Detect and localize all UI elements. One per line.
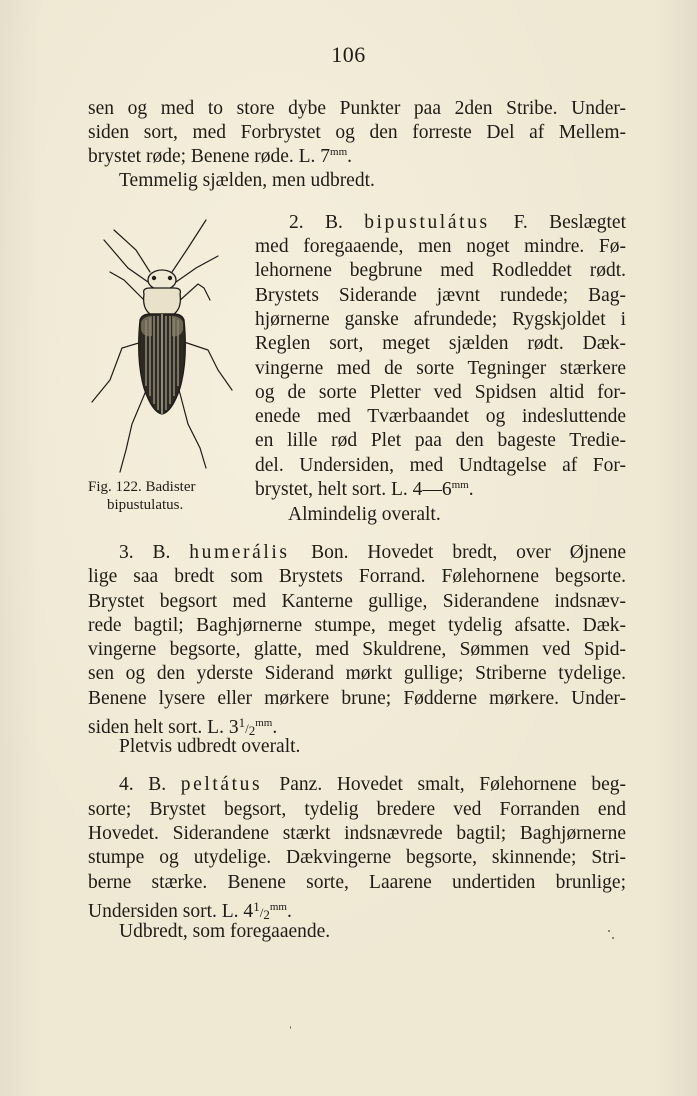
species-2-line-11: del. Undersiden, med Undtagelse af For- <box>255 455 626 476</box>
fraction-slash: / <box>259 905 264 920</box>
species-3-line-1: Bon. Hovedet bredt, over Øjnene <box>311 542 626 563</box>
species-2-name: bipustulátus <box>364 212 514 233</box>
left-eye <box>152 276 156 280</box>
right-antenna-outer <box>176 256 218 282</box>
left-middle-leg <box>92 342 142 402</box>
species-2-number: 2. B. <box>289 212 365 233</box>
intro-line-3-end: . <box>347 146 353 167</box>
species-3-name: humerális <box>189 542 312 563</box>
species-4-line-7: Udbredt, som foregaaende. <box>119 921 331 942</box>
species-2-line-12-end: . <box>468 479 474 500</box>
species-4-name: peltátus <box>180 774 280 795</box>
species-2-line-13: Almindelig overalt. <box>288 504 441 525</box>
species-2-line-5: hjørnerne ganske afrundede; Rygskjoldet i <box>255 309 626 330</box>
unit-mm: mm <box>451 479 469 491</box>
species-3-number: 3. B. <box>119 542 190 563</box>
paper-speck <box>290 1026 291 1029</box>
intro-line-2: siden sort, med Forbrystet og den forreste Del af Mellem- <box>88 122 626 143</box>
species-2-line-6: Reglen sort, meget sjælden rødt. Dæk- <box>255 333 626 354</box>
species-4-line-6-text: Undersiden sort. L. 4 <box>88 901 254 922</box>
paper-speck <box>612 937 614 939</box>
species-3-line-8-end: . <box>272 717 278 738</box>
species-2-line-12-text: brystet, helt sort. L. 4—6 <box>255 479 452 500</box>
page-number: 106 <box>331 42 366 67</box>
species-3-line-8-text: siden helt sort. L. 3 <box>88 717 239 738</box>
fraction-slash: / <box>245 721 249 736</box>
unit-mm: mm <box>330 146 348 158</box>
species-2-line-4: Brystets Siderande jævnt rundede; Bag- <box>255 285 626 306</box>
fraction-denominator: 2 <box>248 723 256 738</box>
species-3-line-2: lige saa bredt som Brystets Forrand. Følehornene begsorte. <box>88 566 626 587</box>
species-4-line-2: sorte; Brystet begsort, tydelig bredere ved Forranden end <box>88 799 626 820</box>
species-2-line-3: lehornene begbrune med Rodleddet rødt. <box>255 260 626 281</box>
species-2-line-8: og de sorte Pletter ved Spidsen altid for- <box>255 382 626 403</box>
species-4-number: 4. B. <box>119 774 181 795</box>
fraction-denominator: 2 <box>263 907 270 922</box>
fraction-numerator: 1 <box>253 899 260 914</box>
figure-caption-line-2: bipustulatus. <box>107 497 184 513</box>
left-hind-leg <box>120 386 148 472</box>
species-2-line-12 <box>255 478 474 502</box>
unit-mm: mm <box>255 717 273 729</box>
species-2-line-9: enede med Tværbaandet og indesluttende <box>255 406 626 427</box>
intro-line-1: sen og med to store dybe Punkter paa 2den Stribe. Under- <box>88 98 626 119</box>
species-4-line-4: stumpe og utydelige. Dækvingerne begsorte, skinnende; Stri- <box>88 847 626 868</box>
beetle-head <box>148 270 176 290</box>
figure-caption-line-1: Fig. 122. Badister <box>88 479 196 495</box>
right-middle-leg <box>184 342 232 390</box>
species-3-line-5: vingerne begsorte, glatte, med Skuldrene, Sømmen ved Spid- <box>88 639 626 660</box>
intro-line-3 <box>88 145 352 169</box>
species-4-heading <box>119 773 626 797</box>
intro-line-3-text: brystet røde; Benene røde. L. 7 <box>88 146 331 167</box>
right-hind-leg <box>178 386 206 468</box>
species-4-line-6-end: . <box>286 901 292 922</box>
species-2-line-10: en lille rød Plet paa den bageste Tredie- <box>255 430 626 451</box>
species-2-heading <box>289 211 626 235</box>
left-antenna <box>114 230 150 272</box>
species-4-line-3: Hovedet. Siderandene stærkt indsnævrede bagtil; Baghjørnerne <box>88 823 626 844</box>
beetle-illustration <box>84 210 244 480</box>
left-antenna-outer <box>104 240 148 282</box>
species-4-line-1: Panz. Hovedet smalt, Følehornene beg- <box>279 774 626 795</box>
paper-speck <box>608 930 610 932</box>
fraction-half <box>238 715 256 738</box>
beetle-pronotum <box>144 288 181 314</box>
species-3-line-3: Brystet begsort med Kanterne gullige, Siderandene indsnæv- <box>88 591 626 612</box>
right-eye <box>168 276 172 280</box>
unit-mm: mm <box>269 901 287 913</box>
species-2-line-2: med foregaaende, men noget mindre. Fø- <box>255 236 626 257</box>
species-3-line-7: Benene lysere eller mørkere brune; Fødderne mørkere. Under- <box>88 688 626 709</box>
species-2-line-7: vingerne med de sorte Tegninger stærkere <box>255 358 626 379</box>
species-2-line-1: F. Beslægtet <box>513 212 626 233</box>
right-antenna <box>172 220 206 272</box>
species-3-heading <box>119 541 626 565</box>
right-front-leg <box>178 284 210 302</box>
species-3-line-9: Pletvis udbredt overalt. <box>119 736 301 757</box>
intro-line-4: Temmelig sjælden, men udbredt. <box>119 170 375 191</box>
fraction-half <box>253 899 270 922</box>
species-3-line-6: sen og den yderste Siderand mørkt gullige; Striberne tydelige. <box>88 663 626 684</box>
species-3-line-4: rede bagtil; Baghjørnerne stumpe, meget tydelig afsatte. Dæk- <box>88 615 626 636</box>
species-4-line-5: berne stærke. Benene sorte, Laarene undertiden brunlige; <box>88 872 626 893</box>
fraction-numerator: 1 <box>238 715 246 730</box>
